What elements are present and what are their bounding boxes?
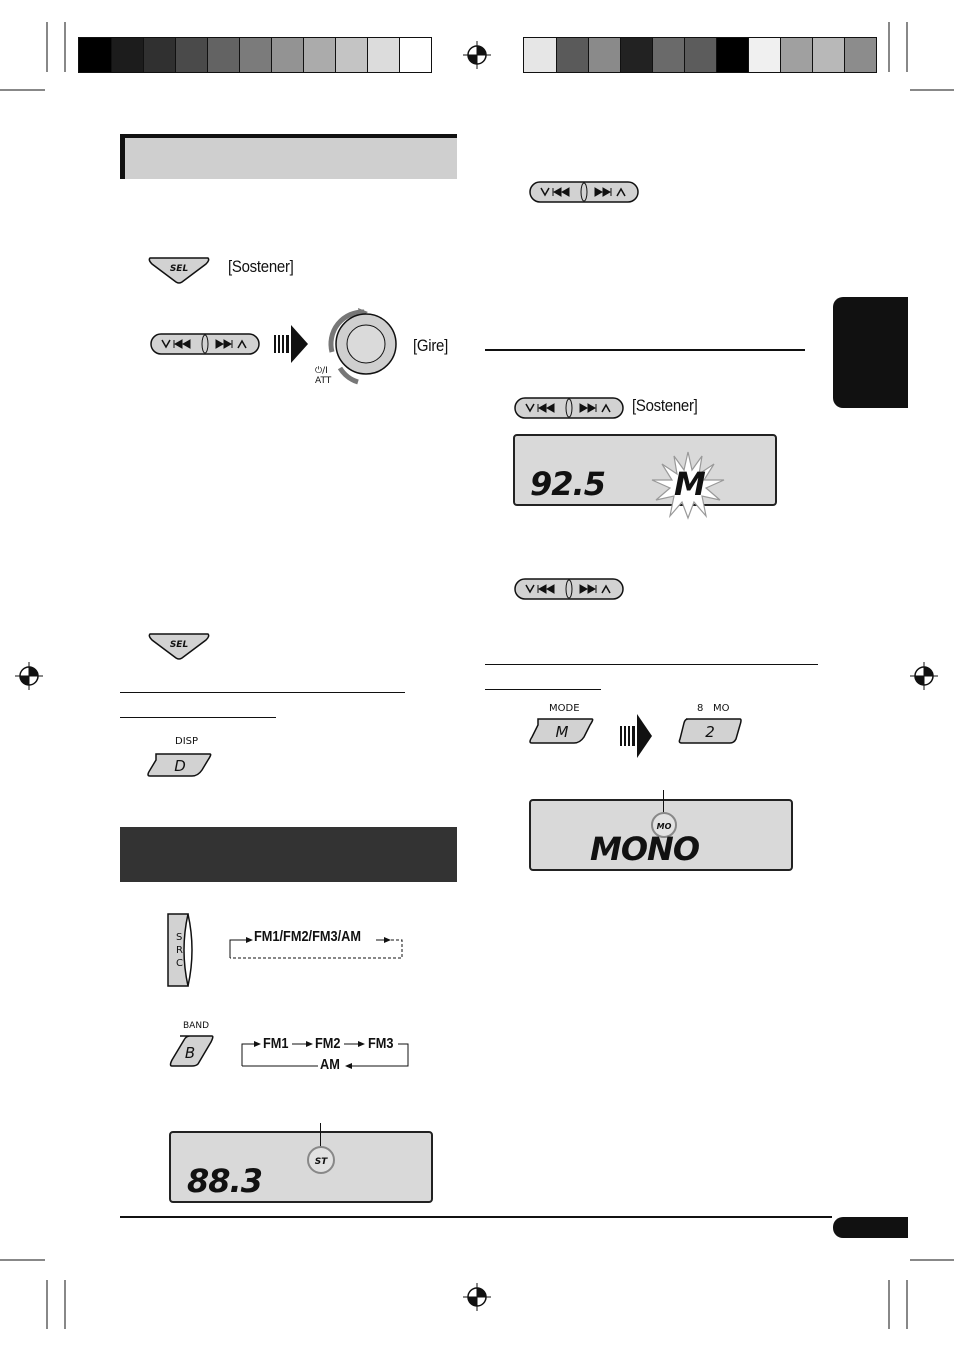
mode-key: M [555, 723, 569, 741]
disp-key: D [174, 757, 186, 775]
att-label: ATT [315, 376, 332, 386]
sostener-label: [Sostener] [228, 257, 294, 276]
src-letter: S [176, 932, 183, 943]
band-flow-fm3: FM3 [368, 1035, 394, 1052]
page-number-tab [833, 1217, 908, 1238]
divider [120, 692, 405, 693]
band-flow-am: AM [320, 1056, 340, 1073]
sel-label: SEL [169, 264, 189, 274]
section-rule [485, 349, 805, 351]
arrow-right-icon [620, 712, 656, 760]
seek-button-icon[interactable] [514, 397, 624, 419]
key2-label-mo: MO [713, 703, 730, 714]
mo-label: MO [656, 822, 672, 831]
lcd-frequency: 92.5 [530, 465, 605, 503]
st-label: ST [314, 1157, 328, 1167]
src-letter: R [176, 945, 183, 956]
disp-label: DISP [175, 736, 199, 747]
divider [120, 717, 276, 718]
section-header-dark [120, 827, 457, 882]
seek-button-icon[interactable] [529, 181, 639, 203]
disp-button[interactable] [146, 752, 212, 778]
band-flow-fm2: FM2 [315, 1035, 341, 1052]
sel-button-icon[interactable] [148, 631, 210, 661]
band-button[interactable] [168, 1034, 214, 1068]
arrow-right-icon [274, 323, 310, 365]
number-2-button[interactable] [678, 717, 742, 745]
sostener-label: [Sostener] [632, 396, 698, 415]
lcd-frequency: 88.3 [187, 1162, 262, 1200]
footer-rule [120, 1216, 832, 1218]
band-label: BAND [183, 1021, 209, 1031]
src-button[interactable] [166, 912, 200, 988]
lcd-mono-text: MONO [590, 830, 700, 868]
gire-label: [Gire] [413, 336, 448, 355]
st-indicator-icon [306, 1145, 336, 1175]
mode-label: MODE [549, 703, 580, 714]
band-flow-fm1: FM1 [263, 1035, 289, 1052]
registration-mark-icon [463, 41, 491, 69]
power-att-label: ⏻/I [315, 366, 328, 376]
mode-button[interactable] [528, 717, 594, 745]
registration-mark-icon [910, 662, 938, 690]
seek-button-icon[interactable] [150, 333, 260, 355]
band-key: B [184, 1044, 196, 1062]
sel-label: SEL [169, 640, 189, 650]
volume-knob-icon[interactable] [318, 302, 404, 386]
divider [485, 689, 601, 690]
src-letter: C [176, 958, 183, 969]
seek-button-icon[interactable] [514, 578, 624, 600]
src-flow-text: FM1/FM2/FM3/AM [254, 928, 361, 945]
key2-label-8: 8 [697, 703, 704, 714]
registration-mark-icon [463, 1283, 491, 1311]
registration-mark-icon [15, 662, 43, 690]
section-header-light [120, 134, 457, 179]
key2: 2 [705, 723, 715, 741]
divider [485, 664, 818, 665]
lcd-memory-indicator: M [674, 465, 705, 503]
language-side-tab [833, 297, 908, 408]
sel-button-icon[interactable] [148, 255, 210, 285]
